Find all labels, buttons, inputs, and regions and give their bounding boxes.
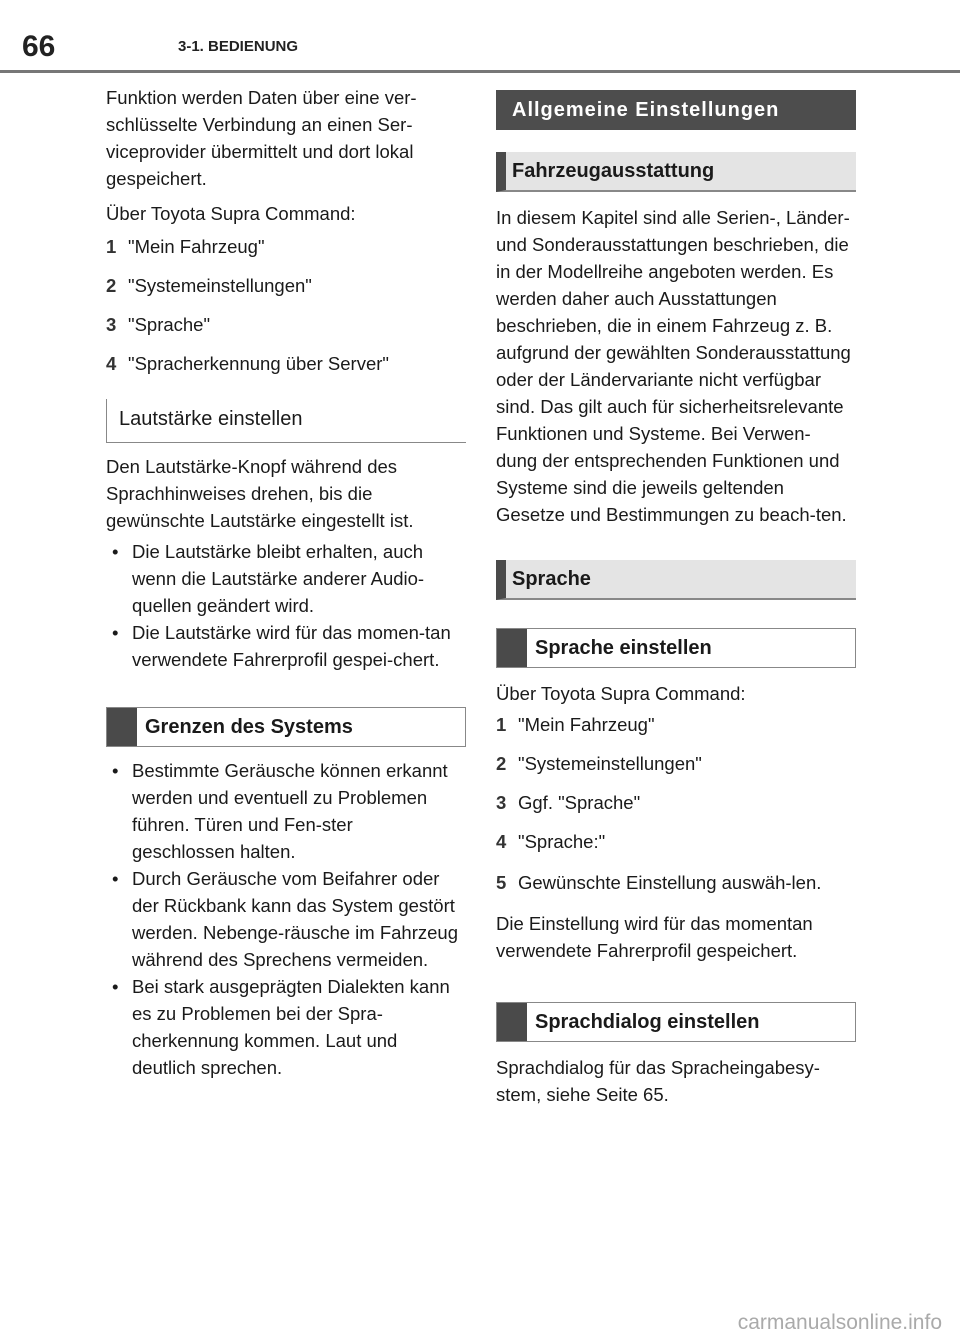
step-text: "Sprache" (128, 314, 211, 335)
left-column (106, 84, 466, 1081)
volume-paragraph: Den Lautstärke-Knopf während des Sprachhinweises drehen, bis die gewünschte Lautstärke eingestellt ist. (106, 456, 414, 531)
volume-heading: Lautstärke einstellen (106, 399, 466, 443)
language-step-list (496, 711, 846, 898)
step-text: "Systemeinstellungen" (128, 275, 312, 296)
step-number: 1 (106, 236, 117, 257)
general-settings-heading: Allgemeine Einstellungen (496, 90, 856, 130)
step-item (106, 350, 466, 377)
step-number: 5 (496, 872, 507, 893)
step-number: 3 (106, 314, 117, 335)
heading-text: Sprachdialog einstellen (535, 1011, 760, 1033)
language-heading: Sprache (496, 560, 856, 600)
volume-bullets (106, 538, 458, 673)
step-text: "Systemeinstellungen" (518, 753, 702, 774)
step-text: "Mein Fahrzeug" (128, 236, 265, 257)
equipment-heading: Fahrzeugausstattung (496, 152, 856, 192)
dialog-heading (496, 1002, 856, 1042)
step-number: 4 (106, 353, 117, 374)
step-text: "Mein Fahrzeug" (518, 714, 655, 735)
step-item (106, 272, 466, 299)
step-text: "Spracherkennung über Server" (128, 353, 389, 374)
step-item (496, 750, 846, 777)
step-number: 2 (496, 753, 507, 774)
step-list (106, 233, 466, 377)
bullet-item: • Bei stark ausgeprägten Dialekten kann es zu Problemen bei der Spra-cherkennung kommen. Laut und deutlich sprechen. (106, 973, 458, 1081)
intro-paragraph: Funktion werden Daten über eine ver-schlüsselte Verbindung an einen Ser-viceprovider übermittelt und dort lokal gespeichert. (106, 87, 417, 189)
step-number: 3 (496, 792, 507, 813)
bullet-text: Durch Geräusche vom Beifahrer oder der Rückbank kann das System gestört werden. Nebenge-räusche im Fahrzeug während des Sprechens vermeiden. (132, 868, 458, 970)
heading-text: Sprache einstellen (535, 637, 712, 659)
heading-block (107, 708, 137, 746)
bullet-text: Bestimmte Geräusche können erkannt werden und eventuell zu Problemen führen. Türen und Fen-ster geschlossen halten. (132, 760, 448, 862)
step-text: "Sprache:" (518, 831, 606, 852)
language-saved-paragraph: Die Einstellung wird für das momentan verwendete Fahrerprofil gespeichert. (496, 913, 813, 961)
bullet-item: • Bestimmte Geräusche können erkannt werden und eventuell zu Problemen führen. Türen und Fen-ster geschlossen halten. (106, 757, 458, 865)
page-number: 66 (22, 30, 56, 63)
step-item (106, 233, 466, 260)
heading-text: Grenzen des Systems (145, 716, 353, 738)
step-item (496, 867, 846, 898)
step-number: 2 (106, 275, 117, 296)
step-item (496, 711, 846, 738)
step-number: 1 (496, 714, 507, 735)
bullet-item: • Die Lautstärke bleibt erhalten, auch wenn die Lautstärke anderer Audio-quellen geändert wird. (106, 538, 458, 619)
step-text: Ggf. "Sprache" (518, 792, 641, 813)
bullet-text: Bei stark ausgeprägten Dialekten kann es zu Problemen bei der Spra-cherkennung kommen. Laut und deutlich sprechen. (132, 976, 450, 1078)
set-language-heading (496, 628, 856, 668)
step-item (106, 311, 466, 338)
heading-block (497, 1003, 527, 1041)
bullet-item: • Durch Geräusche vom Beifahrer oder der Rückbank kann das System gestört werden. Nebenge-räusche im Fahrzeug während des Sprechens vermeiden. (106, 865, 458, 973)
bullet-text: Die Lautstärke wird für das momen-tan verwendete Fahrerprofil gespei-chert. (132, 622, 451, 670)
limits-heading (106, 707, 466, 747)
bullet-text: Die Lautstärke bleibt erhalten, auch wenn die Lautstärke anderer Audio-quellen geändert wird. (132, 541, 425, 616)
chapter-title: 3-1. BEDIENUNG (178, 38, 299, 55)
step-item (496, 789, 846, 816)
heading-block (497, 629, 527, 667)
step-item (496, 828, 846, 855)
limits-bullets (106, 757, 458, 1081)
bullet-item: • Die Lautstärke wird für das momen-tan verwendete Fahrerprofil gespei-chert. (106, 619, 458, 673)
command-intro: Über Toyota Supra Command: (106, 203, 356, 224)
step-number: 4 (496, 831, 507, 852)
step-text: Gewünschte Einstellung auswäh-len. (518, 872, 822, 893)
right-column (496, 90, 856, 1112)
command-intro-right: Über Toyota Supra Command: (496, 683, 746, 704)
header-rule (0, 70, 960, 73)
equipment-paragraph: In diesem Kapitel sind alle Serien-, Länder- und Sonderausstattungen beschrieben, die in der Modellreihe angeboten werden. Es werden daher auch Ausstattungen beschrieben, die in einem Fahrzeug z. B. aufgrund der gewählten Sonderausstattung oder der Ländervariante nicht verfügbar sind. Das gilt auch für sicherheitsrelevante Funktionen und Systeme. Bei Verwen-dung der entsprechenden Funktionen und Systeme sind die jeweils geltenden Gesetze und Bestimmungen zu beach-ten. (496, 207, 851, 525)
dialog-paragraph: Sprachdialog für das Spracheingabesy-stem, siehe Seite 65. (496, 1057, 820, 1105)
watermark: carmanualsonline.info (737, 1311, 942, 1334)
